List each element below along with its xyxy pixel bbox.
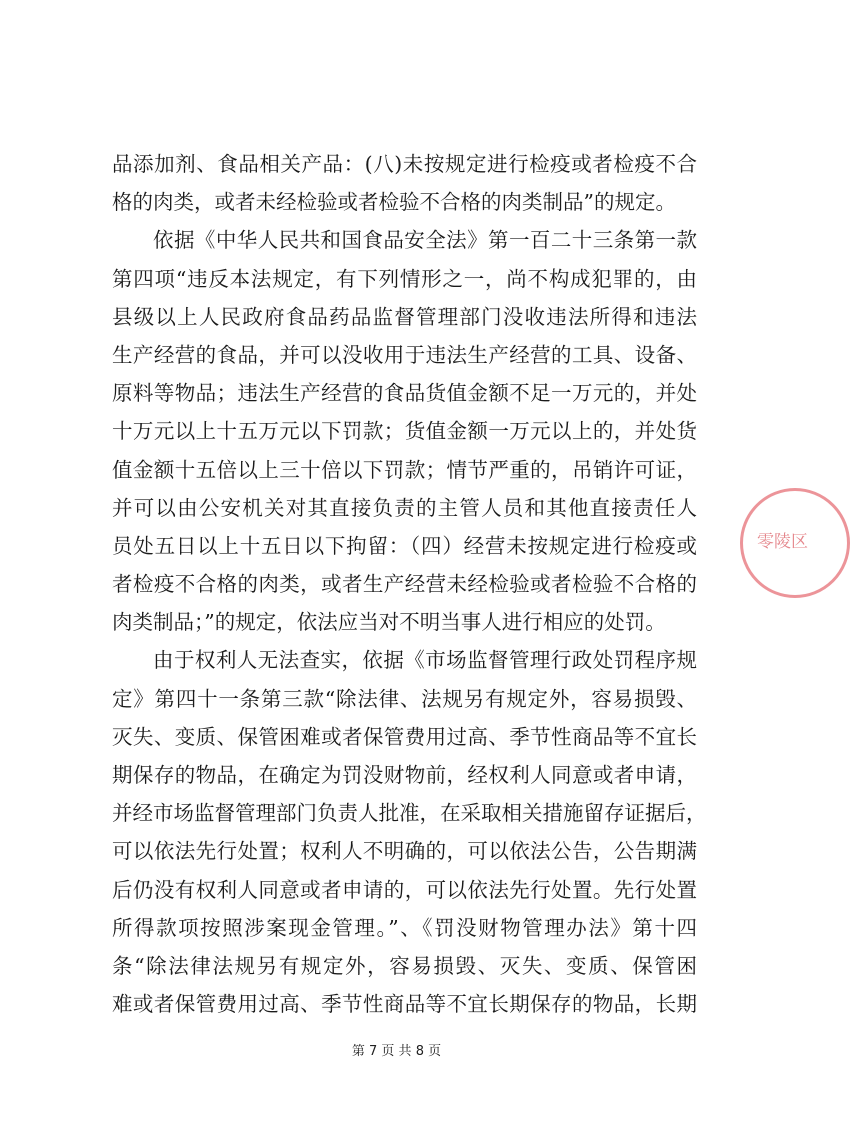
- text-line: 所得款项按照涉案现金管理。”、《罚没财物管理办法》第十四: [112, 915, 697, 940]
- text-line: 定》第四十一条第三款“除法律、法规另有规定外，容易损毁、: [112, 686, 697, 711]
- page-number: 第 7 页 共 8 页: [351, 1044, 442, 1059]
- text-line: 后仍没有权利人同意或者申请的，可以依法先行处置。先行处置: [112, 877, 697, 902]
- text-line: 县级以上人民政府食品药品监督管理部门没收违法所得和违法: [112, 304, 697, 329]
- text-line: 期保存的物品，在确定为罚没财物前，经权利人同意或者申请，: [112, 763, 697, 787]
- text-line: 灭失、变质、保管困难或者保管费用过高、季节性商品等不宜长: [112, 724, 697, 749]
- body-text: [112, 145, 707, 1023]
- text-line: 员处五日以上十五日以下拘留：（四）经营未按规定进行检疫或: [112, 533, 697, 558]
- text-line: 难或者保管费用过高、季节性商品等不宜长期保存的物品，长期: [112, 992, 697, 1017]
- text-line: 格的肉类，或者未经检验或者检验不合格的肉类制品”的规定。: [112, 190, 676, 215]
- text-line: 者检疫不合格的肉类，或者生产经营未经检验或者检验不合格的: [112, 572, 697, 597]
- text-line: 由于权利人无法查实，依据《市场监督管理行政处罚程序规: [153, 648, 697, 673]
- text-line: 可以依法先行处置；权利人不明确的，可以依法公告，公告期满: [112, 839, 697, 864]
- text-line: 并经市场监督管理部门负责人批准，在采取相关措施留存证据后，: [112, 801, 707, 826]
- official-seal-stamp: [740, 488, 850, 598]
- text-line: 条“除法律法规另有规定外，容易损毁、灭失、变质、保管困: [112, 953, 697, 978]
- text-line: 肉类制品；”的规定，依法应当对不明当事人进行相应的处罚。: [112, 610, 666, 635]
- text-line: 并可以由公安机关对其直接负责的主管人员和其他直接责任人: [112, 495, 697, 520]
- text-line: 生产经营的食品，并可以没收用于违法生产经营的工具、设备、: [112, 342, 697, 367]
- text-line: 十万元以上十五万元以下罚款；货值金额一万元以上的，并处货: [112, 419, 697, 444]
- text-line: 依据《中华人民共和国食品安全法》第一百二十三条第一款: [153, 228, 697, 253]
- text-line: 第四项“违反本法规定，有下列情形之一，尚不构成犯罪的，由: [112, 266, 697, 291]
- text-line: 原料等物品；违法生产经营的食品货值金额不足一万元的，并处: [112, 381, 697, 406]
- text-line: 值金额十五倍以上三十倍以下罚款；情节严重的，吊销许可证，: [112, 457, 697, 482]
- text-line: 品添加剂、食品相关产品：(八)未按规定进行检疫或者检疫不合: [112, 152, 697, 176]
- seal-text: 零陵区: [757, 532, 808, 552]
